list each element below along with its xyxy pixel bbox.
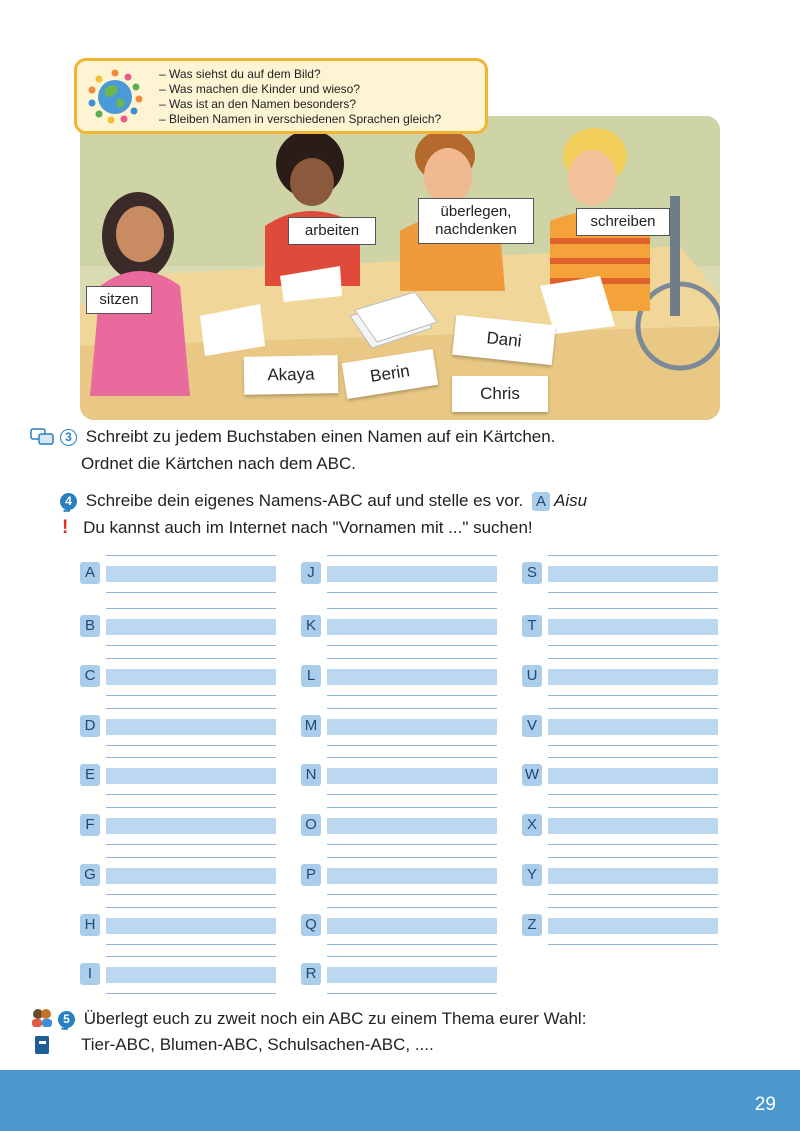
question-item: – Was siehst du auf dem Bild? [159,67,321,81]
task-4-number: 4 [60,493,77,510]
label-ueberlegen-line2: nachdenken [435,221,517,238]
difficulty-dots-icon: ••• [61,1024,68,1034]
abc-row-r [301,956,501,994]
abc-writing-line[interactable] [327,708,497,746]
task-5-line2: Tier-ABC, Blumen-ABC, Schulsachen-ABC, .... [81,1035,434,1054]
abc-letter: P [301,864,321,886]
abc-letter: M [301,715,321,737]
abc-writing-line[interactable] [327,555,497,593]
abc-writing-line[interactable] [106,807,276,845]
example-letter-chip: A [532,492,550,511]
abc-row-o [301,807,501,845]
abc-writing-line[interactable] [106,857,276,895]
task-5-line1: Überlegt euch zu zweit noch ein ABC zu einem Thema eurer Wahl: [83,1009,587,1028]
task-3 [60,426,555,448]
abc-row-n [301,757,501,795]
abc-row-g [80,857,280,895]
abc-row-p [301,857,501,895]
abc-writing-line[interactable] [327,757,497,795]
abc-row-c [80,658,280,696]
abc-row-v [522,708,722,746]
question-item: – Bleiben Namen in verschiedenen Sprachen gleich? [159,112,442,126]
abc-letter: H [80,914,100,936]
page-footer [0,1070,800,1131]
page-number: 29 [754,1094,776,1115]
abc-writing-line[interactable] [327,907,497,945]
abc-row-y [522,857,722,895]
abc-letter: L [301,665,321,687]
task-4-text: Schreibe dein eigenes Namens-ABC auf und stelle es vor. [85,491,524,510]
task-3-line2: Ordnet die Kärtchen nach dem ABC. [81,454,356,473]
notebook-icon [35,1036,49,1054]
example-word: Aisu [554,491,588,510]
abc-writing-line[interactable] [106,907,276,945]
abc-writing-line[interactable] [548,608,718,646]
abc-row-m [301,708,501,746]
abc-letter: D [80,715,100,737]
abc-writing-line[interactable] [548,907,718,945]
abc-row-b [80,608,280,646]
abc-row-x [522,807,722,845]
abc-letter: E [80,764,100,786]
label-ueberlegen-line1: überlegen, [440,203,512,220]
abc-writing-line[interactable] [106,658,276,696]
abc-writing-line[interactable] [327,956,497,994]
abc-writing-line[interactable] [548,555,718,593]
abc-letter: Y [522,864,542,886]
abc-letter: B [80,615,100,637]
label-ueberlegen [418,198,534,244]
task-4 [60,490,588,516]
task-3-number: 3 [60,429,77,446]
abc-writing-line[interactable] [327,857,497,895]
abc-row-s [522,555,722,593]
abc-row-k [301,608,501,646]
abc-writing-line[interactable] [106,757,276,795]
abc-row-w [522,757,722,795]
abc-row-j [301,555,501,593]
name-card-akaya: Akaya [244,355,339,395]
abc-writing-line[interactable] [327,807,497,845]
abc-letter: N [301,764,321,786]
abc-writing-line[interactable] [106,608,276,646]
abc-writing-line[interactable] [548,658,718,696]
abc-letter: S [522,562,542,584]
tip-text: Du kannst auch im Internet nach "Vornamen mit ..." suchen! [83,518,533,537]
label-arbeiten: arbeiten [288,217,376,245]
abc-row-i [80,956,280,994]
abc-row-q [301,907,501,945]
abc-letter: K [301,615,321,637]
abc-row-u [522,658,722,696]
task-5 [58,1008,587,1034]
difficulty-dots-icon: ••• [63,506,70,516]
abc-row-e [80,757,280,795]
abc-writing-line[interactable] [548,807,718,845]
tip [62,517,533,539]
abc-letter: Z [522,914,542,936]
abc-letter: J [301,562,321,584]
exclamation-icon: ! [62,517,69,538]
abc-writing-line[interactable] [548,708,718,746]
abc-row-t [522,608,722,646]
question-bubble [74,58,488,134]
name-card-chris: Chris [452,376,548,412]
abc-letter: W [522,764,542,786]
abc-letter: T [522,615,542,637]
abc-letter: U [522,665,542,687]
abc-row-l [301,658,501,696]
abc-row-a [80,555,280,593]
name-card-dani: Dani [452,315,556,365]
abc-letter: V [522,715,542,737]
label-schreiben: schreiben [576,208,670,236]
abc-letter: O [301,814,321,836]
task-3-line1: Schreibt zu jedem Buchstaben einen Namen auf ein Kärtchen. [85,427,556,446]
abc-writing-line[interactable] [327,608,497,646]
task-5-number: 5 [58,1011,75,1028]
abc-row-z [522,907,722,945]
abc-row-f [80,807,280,845]
name-card-berin: Berin [342,349,438,399]
partner-work-icon [30,1008,54,1028]
abc-letter: G [80,864,100,886]
abc-letter: R [301,963,321,985]
abc-row-d [80,708,280,746]
abc-writing-line[interactable] [106,555,276,593]
abc-writing-line[interactable] [548,757,718,795]
abc-letter: X [522,814,542,836]
globe-icon [87,69,143,125]
question-list [159,67,441,127]
question-item: – Was machen die Kinder und wieso? [159,82,360,96]
abc-writing-line[interactable] [106,956,276,994]
label-sitzen: sitzen [86,286,152,314]
abc-letter: F [80,814,100,836]
abc-letter: I [80,963,100,985]
abc-writing-line[interactable] [548,857,718,895]
abc-letter: C [80,665,100,687]
speech-bubbles-icon [30,428,54,446]
question-item: – Was ist an den Namen besonders? [159,97,356,111]
abc-row-h [80,907,280,945]
abc-letter: Q [301,914,321,936]
abc-letter: A [80,562,100,584]
abc-writing-line[interactable] [327,658,497,696]
abc-writing-line[interactable] [106,708,276,746]
